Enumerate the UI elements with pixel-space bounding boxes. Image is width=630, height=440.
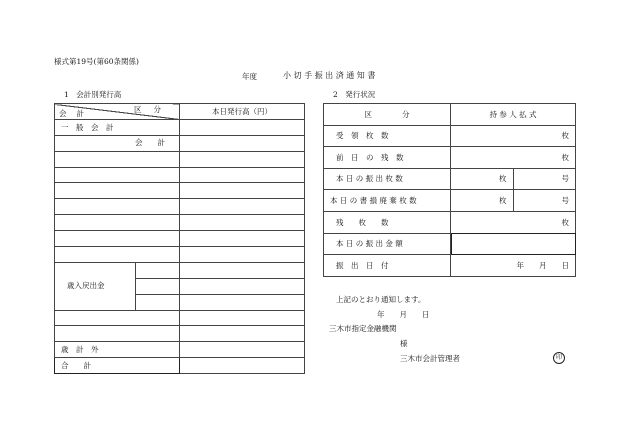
status-value[interactable]: 枚 <box>451 147 576 169</box>
account-row-amount[interactable] <box>180 135 305 151</box>
status-number[interactable]: 号 <box>513 190 576 212</box>
header-amount: 本日発行高（円） <box>180 104 305 120</box>
section2-heading: 2 発行状況 <box>333 90 376 99</box>
outside-row-amount[interactable] <box>180 342 305 358</box>
header-bearer: 持 参 人 払 式 <box>451 104 576 126</box>
account-row-amount[interactable] <box>180 247 305 263</box>
refund-subrow[interactable] <box>136 294 180 309</box>
account-row-label <box>55 119 180 135</box>
header-kubun: 区分 <box>134 105 173 114</box>
status-label: 前 日 の 残 数 <box>324 147 451 169</box>
general-account-label: 一 般 会 計 <box>61 122 114 132</box>
account-label: 会 計 <box>55 135 180 151</box>
total-label: 合 計 <box>61 360 91 370</box>
status-label: 本 日 の 振 出 金 額 <box>324 233 451 255</box>
header-diagonal-cell <box>55 104 180 120</box>
status-label: 受 領 枚 数 <box>324 125 451 147</box>
account-row-label[interactable] <box>55 199 180 215</box>
account-row-label[interactable] <box>55 310 180 326</box>
account-row-label[interactable] <box>55 215 180 231</box>
status-label: 振 出 日 付 <box>324 255 451 277</box>
status-label: 残 枚 数 <box>324 211 451 233</box>
account-row-amount[interactable] <box>180 199 305 215</box>
account-row-amount[interactable] <box>180 215 305 231</box>
outside-row-label <box>55 342 180 358</box>
outside-label: 歳 計 外 <box>61 345 99 355</box>
account-row-label[interactable] <box>55 151 180 167</box>
account-row-amount[interactable] <box>180 294 305 310</box>
issued-amount-value[interactable] <box>451 233 576 255</box>
accountant-title: 三木市会計管理者 <box>400 354 460 363</box>
account-row-amount[interactable] <box>180 310 305 326</box>
status-count[interactable]: 枚 <box>451 168 514 190</box>
status-label: 本 日 の 振 出 枚 数 <box>324 168 451 190</box>
issuance-status-table <box>323 103 576 277</box>
account-row-amount[interactable] <box>180 183 305 199</box>
status-number[interactable]: 号 <box>513 168 576 190</box>
refund-block <box>55 262 180 310</box>
account-row-amount[interactable] <box>180 278 305 294</box>
form-number: 様式第19号(第60条関係) <box>54 57 139 66</box>
account-row-amount[interactable] <box>180 231 305 247</box>
status-count[interactable]: 枚 <box>451 190 514 212</box>
total-row-label <box>55 358 180 374</box>
refund-subrow[interactable] <box>136 278 180 294</box>
refund-subrow[interactable] <box>136 263 180 278</box>
honorific-sama: 様 <box>400 339 408 348</box>
account-row-amount[interactable] <box>180 119 305 135</box>
issue-date-value[interactable]: 年 月 日 <box>451 255 576 277</box>
refund-label: 歳入戻出金 <box>55 263 136 310</box>
status-label: 本 日 の 書 損 廃 棄 枚 数 <box>324 190 451 212</box>
total-row-amount[interactable] <box>180 358 305 374</box>
account-row-label[interactable] <box>55 167 180 183</box>
account-row-amount[interactable] <box>180 151 305 167</box>
notice-text: 上記のとおり通知します。 <box>336 295 426 304</box>
issuance-by-account-table <box>54 103 305 374</box>
header-kaikei: 会計 <box>59 109 94 119</box>
status-value[interactable]: 枚 <box>451 211 576 233</box>
account-row-amount[interactable] <box>180 167 305 183</box>
designated-bank: 三木市指定金融機関 <box>329 324 397 333</box>
account-row-label[interactable] <box>55 231 180 247</box>
account-row-label[interactable] <box>55 183 180 199</box>
account-row-amount[interactable] <box>180 262 305 278</box>
seal-mark: 印 <box>553 352 565 364</box>
section1-heading: 1 会計別発行高 <box>64 90 122 99</box>
notice-date: 年 月 日 <box>377 310 430 319</box>
account-row-label[interactable] <box>55 247 180 263</box>
account-row-amount[interactable] <box>180 326 305 342</box>
status-value[interactable]: 枚 <box>451 125 576 147</box>
account-row-label[interactable] <box>55 326 180 342</box>
document-title: 小 切 手 振 出 済 通 知 書 <box>283 71 376 80</box>
header-kubun-cell: 区 分 <box>324 104 451 126</box>
fiscal-year-label: 年度 <box>242 72 257 81</box>
